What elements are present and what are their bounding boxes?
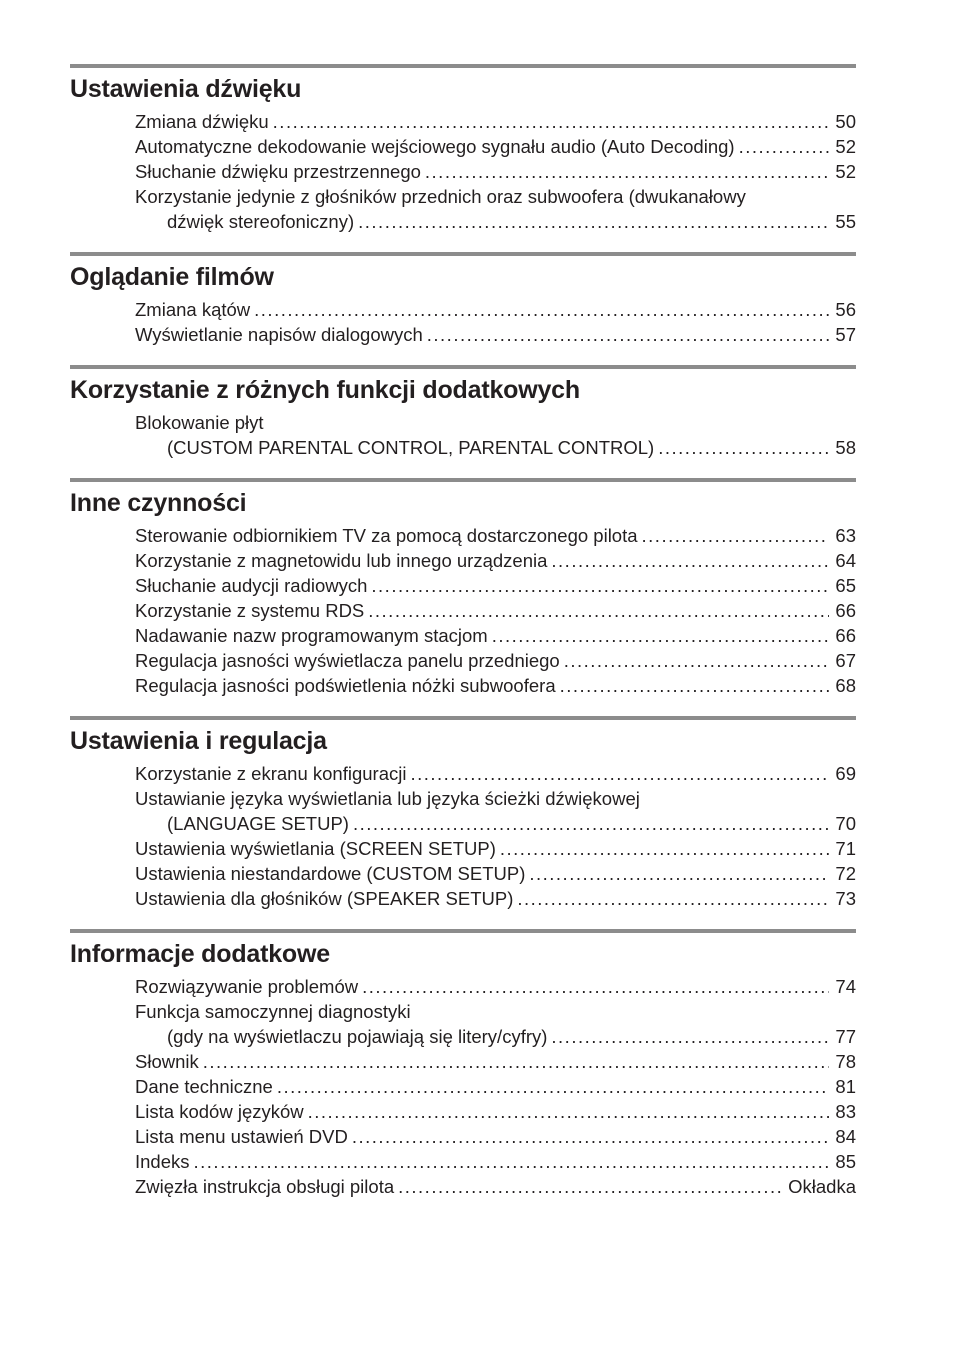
toc-entry[interactable] [135,523,856,548]
section-entries [70,410,856,460]
entry-line [135,1149,856,1174]
entry-line [135,134,856,159]
leader-dots [517,886,829,911]
page-number: 57 [835,324,856,345]
entry-line [135,861,856,886]
entry-label: Zmiana dźwięku [135,111,269,132]
entry-label: Ustawienia dla głośników (SPEAKER SETUP) [135,888,514,909]
entry-line [135,573,856,598]
entry-line [135,1074,856,1099]
toc-entry[interactable] [135,1074,856,1099]
leader-dots [739,134,830,159]
entry-line [135,811,856,836]
page-number: 63 [835,525,856,546]
toc-entry[interactable] [135,134,856,159]
leader-dots [203,1049,830,1074]
entry-label: Automatyczne dekodowanie wejściowego sygnału audio (Auto Decoding) [135,136,735,157]
entry-line [135,548,856,573]
section-entries [70,974,856,1199]
page-number: 52 [835,161,856,182]
entry-label: dźwięk stereofoniczny) [167,211,355,232]
page-number: 65 [835,575,856,596]
toc-entry[interactable] [135,861,856,886]
leader-dots [564,648,830,673]
toc-section [70,478,856,698]
leader-dots [425,159,830,184]
leader-dots [273,109,830,134]
entry-label: Zwięzła instrukcja obsługi pilota [135,1176,395,1197]
leader-dots [500,836,830,861]
entry-first-line: Blokowanie płyt [135,412,264,433]
toc-section [70,716,856,911]
page-number: 83 [835,1101,856,1122]
page-number: 52 [835,136,856,157]
entry-label: Słownik [135,1051,199,1072]
section-entries [70,523,856,698]
entry-line [135,435,856,460]
page-number: 81 [835,1076,856,1097]
entry-label: Korzystanie z magnetowidu lub innego urządzenia [135,550,548,571]
entry-label: Zmiana kątów [135,299,251,320]
toc-section [70,64,856,234]
entry-label: Słuchanie audycji radiowych [135,575,368,596]
toc-entry[interactable] [135,109,856,134]
page-number: 66 [835,600,856,621]
entry-label: Lista kodów języków [135,1101,304,1122]
leader-dots [551,548,829,573]
leader-dots [308,1099,830,1124]
entry-line [135,673,856,698]
entry-line [135,648,856,673]
toc-entry[interactable] [135,886,856,911]
entry-label: Lista menu ustawień DVD [135,1126,348,1147]
toc-entry[interactable] [135,999,856,1049]
toc-entry[interactable] [135,598,856,623]
entry-line [135,1099,856,1124]
leader-dots [398,1174,782,1199]
entry-line [135,1024,856,1049]
toc-section [70,929,856,1199]
entry-line [135,886,856,911]
page-number: 68 [835,675,856,696]
entry-label: Sterowanie odbiornikiem TV za pomocą dostarczonego pilota [135,525,638,546]
page-number: 58 [835,437,856,458]
leader-dots [410,761,829,786]
toc-entry[interactable] [135,159,856,184]
section-title: Oglądanie filmów [70,263,274,291]
page-number: 64 [835,550,856,571]
entry-label: Regulacja jasności wyświetlacza panelu przedniego [135,650,560,671]
entry-label: Rozwiązywanie problemów [135,976,359,997]
entry-label: Słuchanie dźwięku przestrzennego [135,161,421,182]
entry-line [135,974,856,999]
entry-label: (LANGUAGE SETUP) [167,813,349,834]
entry-line [135,523,856,548]
entry-line [135,297,856,322]
leader-dots [560,673,830,698]
entry-line [135,1124,856,1149]
entry-label: Wyświetlanie napisów dialogowych [135,324,423,345]
entry-label: Dane techniczne [135,1076,273,1097]
table-of-contents [70,64,856,1199]
page-number: 67 [835,650,856,671]
leader-dots [362,974,829,999]
entry-label: Ustawienia niestandardowe (CUSTOM SETUP) [135,863,526,884]
leader-dots [194,1149,830,1174]
page-number: Okładka [788,1176,856,1197]
page-number: 69 [835,763,856,784]
toc-entry[interactable] [135,974,856,999]
leader-dots [368,598,829,623]
leader-dots [353,811,829,836]
page-number: 66 [835,625,856,646]
toc-entry[interactable] [135,1049,856,1074]
leader-dots [358,209,829,234]
toc-entry[interactable] [135,648,856,673]
entry-first-line: Funkcja samoczynnej diagnostyki [135,1001,411,1022]
toc-entry[interactable] [135,548,856,573]
page-number: 74 [835,976,856,997]
section-title: Informacje dodatkowe [70,940,330,968]
entry-label: Indeks [135,1151,190,1172]
page-number: 71 [835,838,856,859]
leader-dots [427,322,830,347]
page-number: 55 [835,211,856,232]
page-number: 50 [835,111,856,132]
page-number: 70 [835,813,856,834]
entry-label: Regulacja jasności podświetlenia nóżki subwoofera [135,675,556,696]
leader-dots [254,297,829,322]
entry-label: Korzystanie z systemu RDS [135,600,365,621]
entry-first-line: Ustawianie języka wyświetlania lub języka ścieżki dźwiękowej [135,788,640,809]
toc-entry[interactable] [135,1124,856,1149]
toc-entry[interactable] [135,1149,856,1174]
leader-dots [277,1074,830,1099]
page-number: 77 [835,1026,856,1047]
section-entries [70,761,856,911]
page-number: 72 [835,863,856,884]
section-title: Ustawienia dźwięku [70,75,302,103]
section-title: Ustawienia i regulacja [70,727,327,755]
leader-dots [551,1024,829,1049]
toc-entry[interactable] [135,297,856,322]
leader-dots [642,523,830,548]
toc-entry[interactable] [135,184,856,234]
section-title: Inne czynności [70,489,247,517]
leader-dots [529,861,829,886]
toc-entry[interactable] [135,786,856,836]
entry-label: Korzystanie z ekranu konfiguracji [135,763,407,784]
page-number: 85 [835,1151,856,1172]
entry-first-line: Korzystanie jedynie z głośników przednich oraz subwoofera (dwukanałowy [135,186,746,207]
page-number: 84 [835,1126,856,1147]
entry-label: Nadawanie nazw programowanym stacjom [135,625,488,646]
leader-dots [658,435,829,460]
entry-line [135,598,856,623]
toc-entry[interactable] [135,1099,856,1124]
entry-line [135,761,856,786]
page-number: 73 [835,888,856,909]
entry-label: (gdy na wyświetlaczu pojawiają się litery/cyfry) [167,1026,548,1047]
toc-entry[interactable] [135,1174,856,1199]
toc-entry[interactable] [135,836,856,861]
entry-line [135,159,856,184]
leader-dots [492,623,830,648]
page-number: 78 [835,1051,856,1072]
leader-dots [371,573,829,598]
toc-entry[interactable] [135,623,856,648]
entry-line [135,109,856,134]
entry-label: Ustawienia wyświetlania (SCREEN SETUP) [135,838,496,859]
section-entries [70,297,856,347]
toc-entry[interactable] [135,673,856,698]
toc-section [70,252,856,347]
entry-line [135,322,856,347]
leader-dots [352,1124,830,1149]
entry-line [135,1049,856,1074]
toc-entry[interactable] [135,573,856,598]
entry-line [135,623,856,648]
entry-label: (CUSTOM PARENTAL CONTROL, PARENTAL CONTROL) [167,437,655,458]
toc-section [70,365,856,460]
toc-entry[interactable] [135,761,856,786]
toc-entry[interactable] [135,322,856,347]
entry-line [135,836,856,861]
section-title: Korzystanie z różnych funkcji dodatkowych [70,376,580,404]
entry-line [135,1174,856,1199]
entry-line [135,209,856,234]
section-entries [70,109,856,234]
toc-entry[interactable] [135,410,856,460]
page-number: 56 [835,299,856,320]
